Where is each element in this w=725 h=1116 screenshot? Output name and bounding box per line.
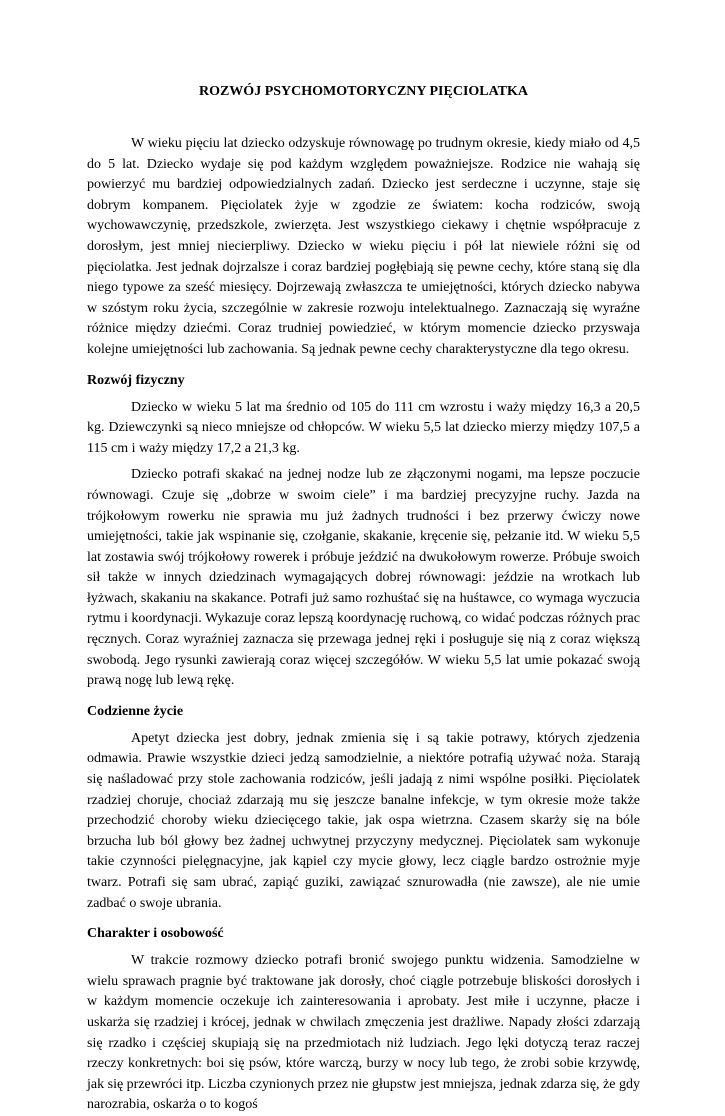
section-heading-rozwoj-fizyczny: Rozwój fizyczny	[87, 372, 185, 388]
section-paragraph: Dziecko w wieku 5 lat ma średnio od 105 do 111 cm wzrostu i waży między 16,3 a 20,5 kg. Dziewczynki są nieco mniejsze od chłopców. W wieku 5,5 lat dziecko mierzy między 107,5 a 115 cm i waży między 17,2 a 21,3 kg.	[87, 399, 640, 456]
section-paragraph: W trakcie rozmowy dziecko potrafi bronić swojego punktu widzenia. Samodzielne w wielu sprawach pragnie być traktowane jak dorosły, choć ciągle potrzebuje bliskości dorosłych i w każdym momencie oczekuje ich zainteresowania i aprobaty. Jest miłe i uczynne, płacze i uskarża się rzadziej i krócej, jednak w chwilach zmęczenia jest drażliwe. Napady złości zdarzają się rzadko i częściej skupiają się na przedmiotach niż ludziach. Jego lęki dotyczą teraz raczej rzeczy konkretnych: boi się psów, które warczą, burzy w nocy lub tego, że zrobi sobie krzywdę, jak się przewróci itp. Liczba czynionych przez nie głupstw jest mniejsza, jednak zdarza się, że gdy narozrabia, oskarża o to kogoś	[87, 953, 640, 1113]
section-paragraph: Dziecko potrafi skakać na jednej nodze lub ze złączonymi nogami, ma lepsze poczucie równowagi. Czuje się „dobrze w swoim ciele” i ma bardziej precyzyjne ruchy. Jazda na trójkołowym rowerku nie sprawia mu już żadnych trudności i bez przerwy ćwiczy nowe umiejętności, takie jak wspinanie się, czołganie, skakanie, kręcenie się, pełzanie itd. W wieku 5,5 lat zostawia swój trójkołowy rowerek i próbuje jeździć na dwukołowym rowerze. Próbuje swoich sił także w innych dziedzinach wymagających dobrej równowagi: jeździe na wrotkach lub łyżwach, skakaniu na skakance. Potrafi już samo rozhuśtać się na huśtawce, co wymaga wyczucia rytmu i koordynacji. Wykazuje coraz lepszą koordynację ruchową, co widać podczas różnych prac ręcznych. Coraz wyraźniej zaznacza się przewaga jednej ręki i posługuje się nią z coraz większą swobodą. Jego rysunki zawierają coraz więcej szczegółów. W wieku 5,5 lat umie pokazać swoją prawą nogę lub lewą rękę.	[87, 467, 640, 689]
section-paragraph: Apetyt dziecka jest dobry, jednak zmienia się i są takie potrawy, których zjedzenia odmawia. Prawie wszystkie dzieci jedzą samodzielnie, a niektóre potrafią używać noża. Starają się naśladować przy stole zachowania rodziców, jeśli jadają z nimi wspólne posiłki. Pięciolatek rzadziej choruje, chociaż zdarzają mu się jeszcze banalne infekcje, w tym okresie może także przechodzić choroby wieku dziecięcego takie, jak ospa wietrzna. Czasem skarży się na bóle brzucha lub ból głowy bez żadnej uchwytnej przyczyny medycznej. Pięciolatek sam wykonuje takie czynności pielęgnacyjne, jak kąpiel czy mycie głowy, lecz ciągle bardzo ostrożnie myje twarz. Potrafi się sam ubrać, zapiąć guziki, zawiązać sznurowadła (nie zawsze), ale nie umie zadbać o swoje ubrania.	[87, 730, 640, 911]
page-title: ROZWÓJ PSYCHOMOTORYCZNY PIĘCIOLATKA	[198, 84, 529, 99]
intro-paragraph: W wieku pięciu lat dziecko odzyskuje równowagę po trudnym okresie, kiedy miało od 4,5 do 5 lat. Dziecko wydaje się pod każdym względem poważniejsze. Rodzice nie wahają się powierzyć mu bardziej odpowiedzialnych zadań. Dziecko jest serdeczne i uczynne, staje się dobrym kompanem. Pięciolatek żyje w zgodzie ze światem: kocha rodziców, swoją wychowawczynię, przedszkole, zwierzęta. Jest wszystkiego ciekawy i chętnie współpracuje z dorosłym, jest mniej niecierpliwy. Dziecko w wieku pięciu i pół lat niewiele różni się od pięciolatka. Jest jednak dojrzalsze i coraz bardziej pogłębiają się pewne cechy, które staną się dla niego typowe za sześć miesięcy. Dojrzewają zwłaszcza te umiejętności, których dziecko nabywa w szóstym roku życia, szczególnie w zakresie rozwoju intelektualnego. Zaznaczają się wyraźne różnice między dziećmi. Coraz trudniej powiedzieć, w którym momencie dziecko przyswaja kolejne umiejętności lub zachowania. Są jednak pewne cechy charakterystyczne dla tego okresu.	[87, 136, 640, 357]
section-heading-codzienne-zycie: Codzienne życie	[87, 703, 184, 719]
document-content	[87, 82, 640, 1116]
section-heading-charakter-i-osobowosc: Charakter i osobowość	[87, 926, 224, 942]
